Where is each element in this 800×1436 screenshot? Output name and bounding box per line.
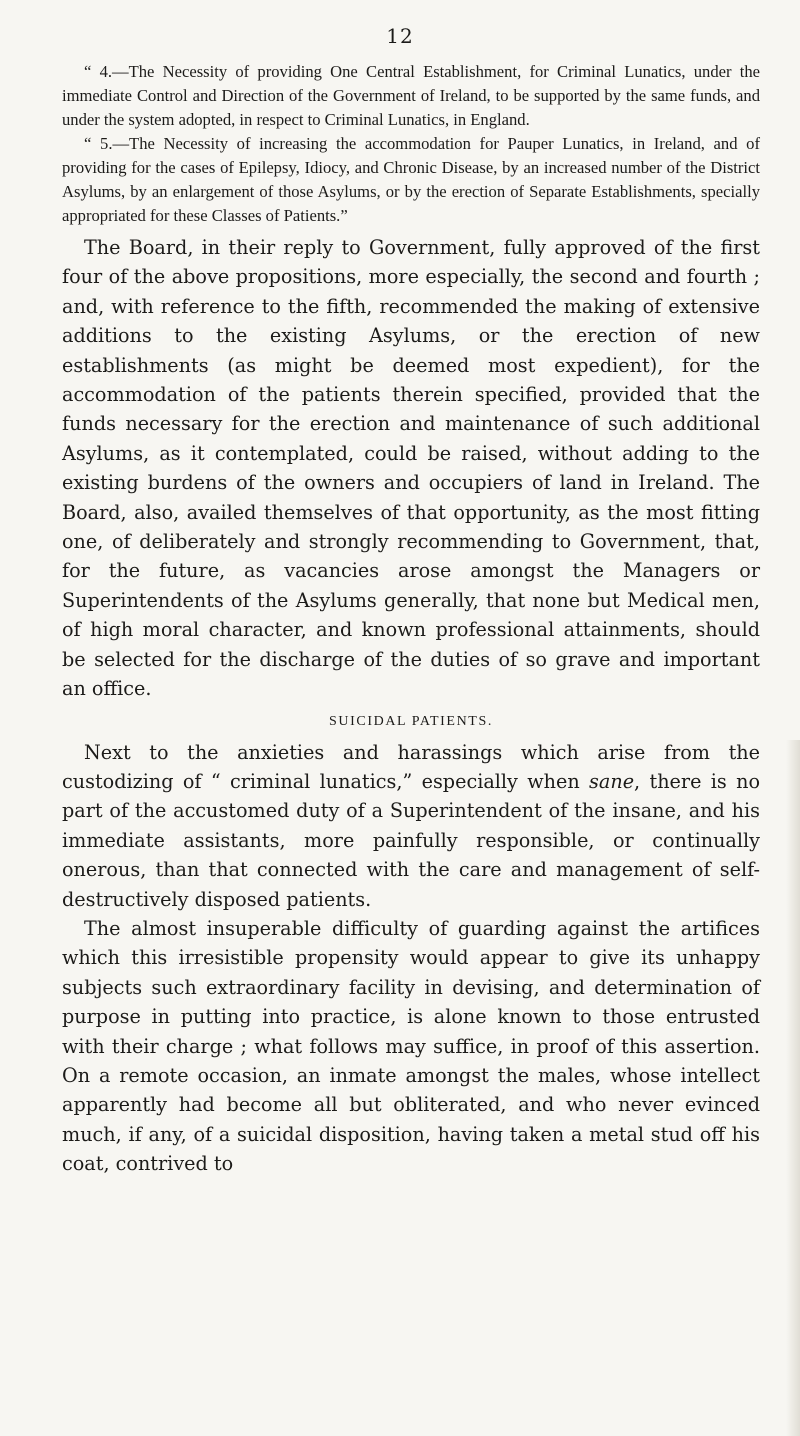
paragraph-next-to	[62, 738, 760, 914]
paragraph-almost-insuperable: The almost insuperable difficulty of guarding against the artifices which this irresistible propensity would appear to give its unhappy subjects such extraordinary facility in devising, and determination of purpose in putting into practice, is alone known to those entrusted with their charge ; what follows may suffice, in proof of this assertion. On a remote occasion, an inmate amongst the males, whose intellect apparently had become all but obliterated, and who never evinced much, if any, of a suicidal disposition, having taken a metal stud off his coat, contrived to	[62, 916, 760, 1176]
page-number: 12	[386, 24, 414, 48]
paragraph-next-to-text-start: Next to the anxieties and harassings which arise from the custodizing of “ criminal lunatics,” especially when	[62, 740, 760, 793]
page-edge-shadow	[786, 740, 800, 1436]
quoted-proposition-5: “ 5.—The Necessity of increasing the accommodation for Pauper Lunatics, in Ireland, and of providing for the cases of Epilepsy, Idiocy, and Chronic Disease, by an increased number of the District Asylums, by an enlargement of those Asylums, or by the erection of Separate Establishments, specially appropriated for these Classes of Patients.”	[62, 134, 760, 225]
paragraph-next-to-text-end: , there is no part of the accustomed duty of a Superintendent of the insane, and his immediate assistants, more painfully responsible, or continually onerous, than that connected with the care and management of self-destructively disposed patients.	[62, 769, 760, 911]
paragraph-board-reply: The Board, in their reply to Government, fully approved of the first four of the above propositions, more especially, the second and fourth ; and, with reference to the fifth, recommended the making of extensive additions to the existing Asylums, or the erection of new establishments (as might be deemed most expedient), for the accommodation of the patients therein specified, provided that the funds necessary for the erection and maintenance of such additional Asylums, as it contemplated, could be raised, without adding to the existing burdens of the owners and occupiers of land in Ireland. The Board, also, availed themselves of that opportunity, as the most fitting one, of deliberately and strongly recommending to Government, that, for the future, as vacancies arose amongst the Managers or Superintendents of the Asylums generally, that none but Medical men, of high moral character, and known professional attainments, should be selected for the discharge of the duties of so grave and important an office.	[62, 236, 760, 701]
section-heading: SUICIDAL PATIENTS.	[329, 713, 493, 729]
paragraph-next-to-emphasis: sane	[589, 769, 635, 793]
page-content	[62, 60, 760, 1179]
quoted-proposition-4: “ 4.—The Necessity of providing One Central Establishment, for Criminal Lunatics, under the immediate Control and Direction of the Government of Ireland, to be supported by the same funds, and under the system adopted, in respect to Criminal Lunatics, in England.	[62, 62, 760, 129]
